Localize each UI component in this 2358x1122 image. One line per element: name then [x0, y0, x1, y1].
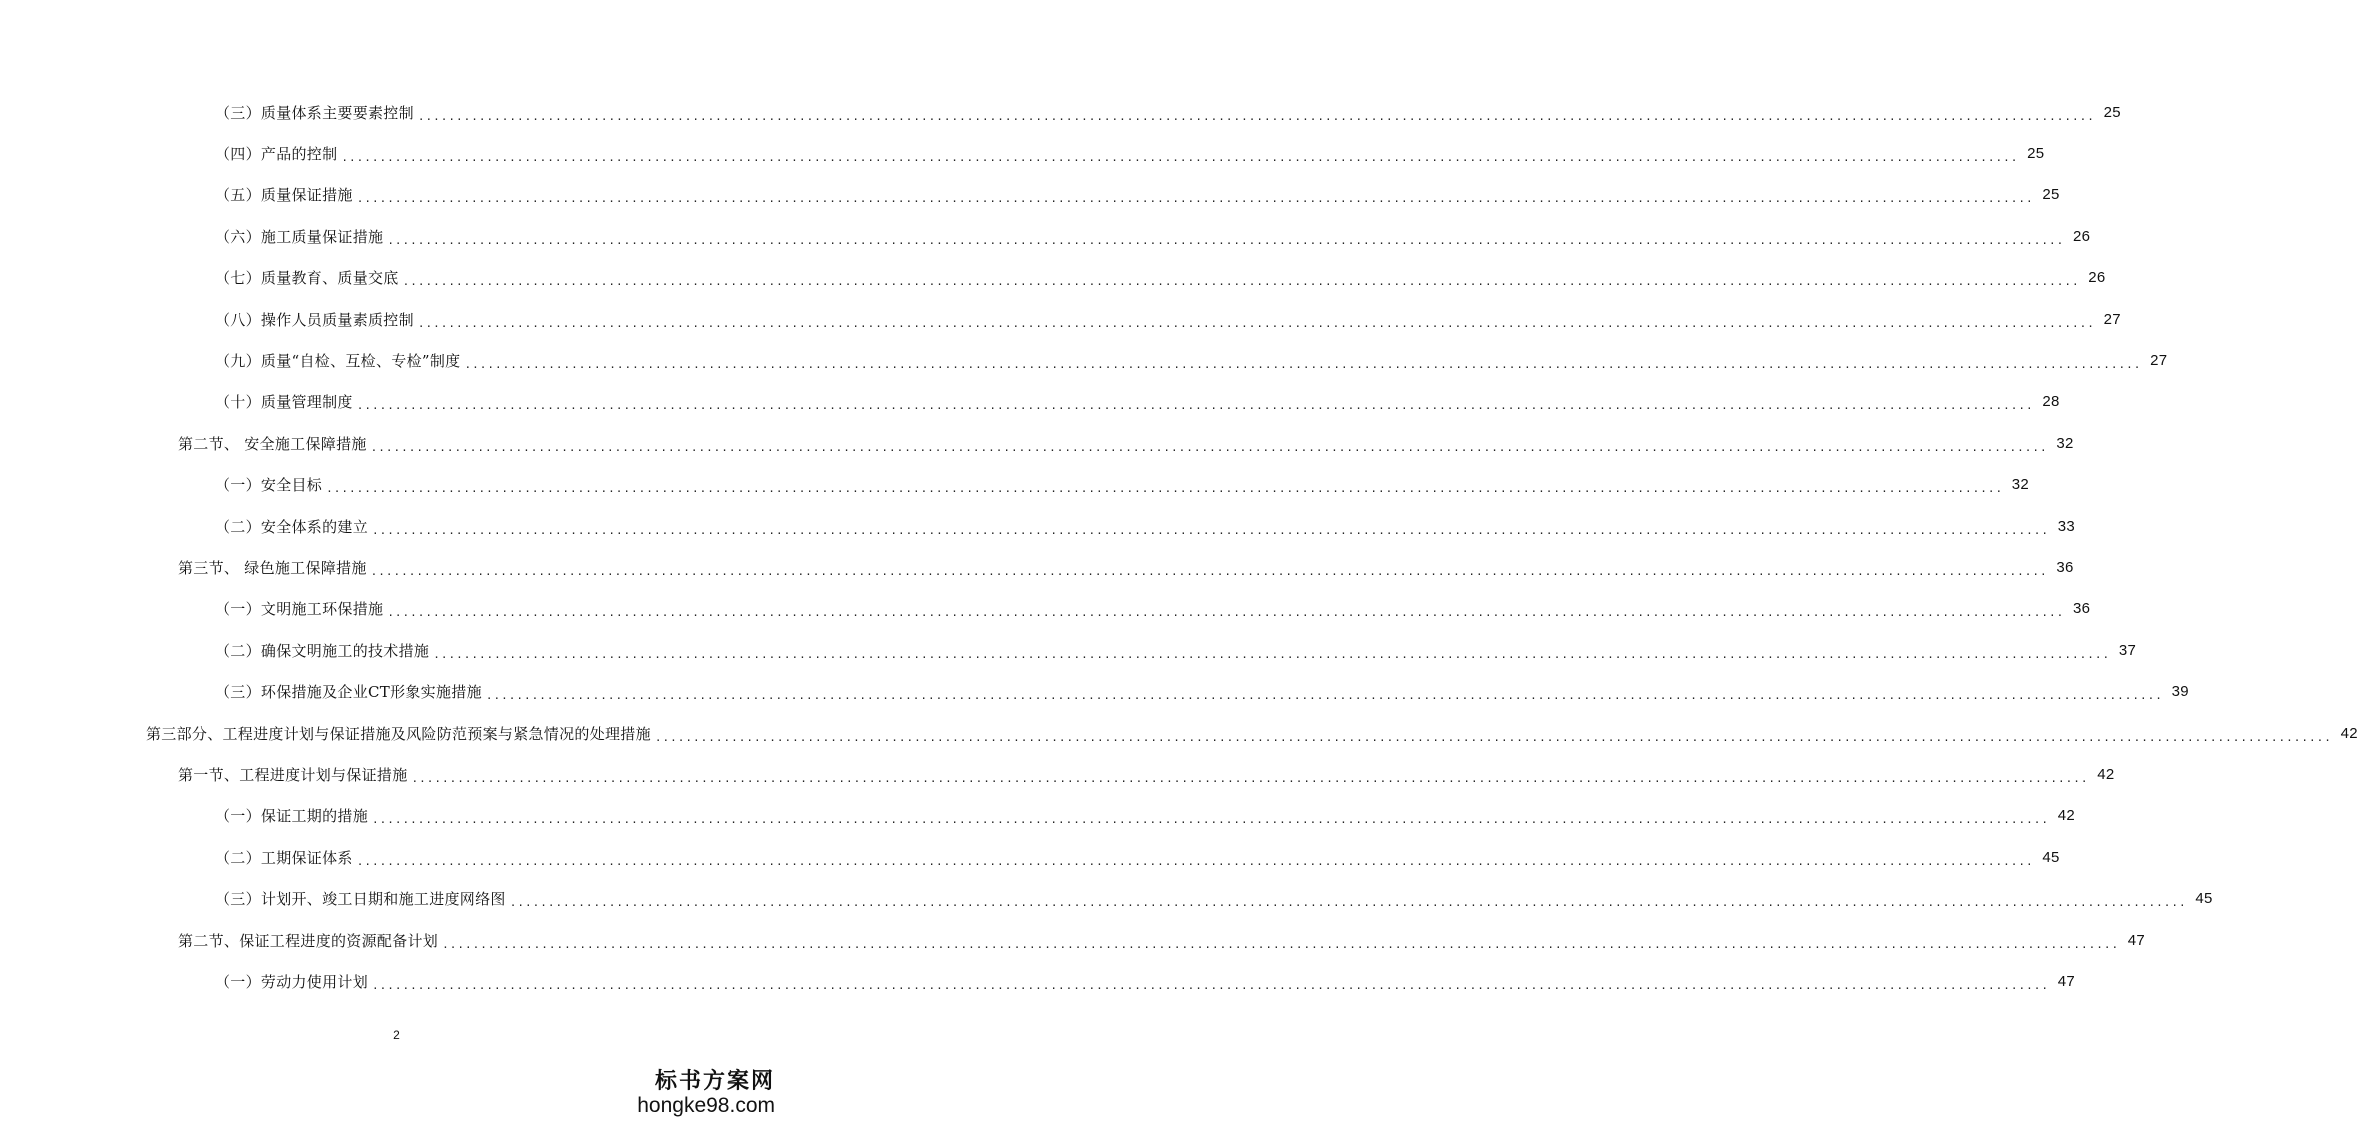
toc-dot-leader: ............................................................................................................................................................................................................................	[433, 647, 2111, 661]
toc-entry[interactable]	[0, 796, 2075, 837]
toc-entry-page: 37	[2118, 641, 2137, 659]
toc-entry-title: （三）环保措施及企业CT形象实施措施	[215, 683, 482, 702]
toc-dot-leader: ............................................................................................................................................................................................................................	[372, 523, 2049, 537]
toc-dot-leader: ............................................................................................................................................................................................................................	[370, 440, 2048, 454]
toc-entry-page: 45	[2042, 848, 2060, 866]
toc-entry-page: 27	[2150, 352, 2168, 370]
toc-entry-page: 45	[2195, 890, 2213, 908]
toc-entry-page: 25	[2027, 145, 2045, 163]
toc-dot-leader: ............................................................................................................................................................................................................................	[372, 978, 2049, 992]
toc-dot-leader: ............................................................................................................................................................................................................................	[417, 109, 2095, 123]
toc-entry-page: 27	[2103, 310, 2121, 328]
toc-entry[interactable]	[0, 299, 2121, 340]
toc-entry-page: 42	[2340, 724, 2358, 742]
toc-dot-leader: ............................................................................................................................................................................................................................	[509, 896, 2187, 910]
toc-entry-title: （一）保证工期的措施	[215, 807, 369, 826]
table-of-contents	[0, 92, 2358, 1003]
toc-entry[interactable]	[0, 92, 2121, 133]
toc-entry-page: 26	[2072, 227, 2091, 245]
toc-dot-leader: ............................................................................................................................................................................................................................	[485, 689, 2163, 703]
watermark-url: hongke98.com	[637, 1094, 775, 1117]
page-number: 2	[393, 1028, 400, 1042]
toc-entry[interactable]	[0, 671, 2189, 712]
toc-entry-title: 第二节、保证工程进度的资源配备计划	[178, 931, 439, 950]
toc-entry-title: （七）质量教育、质量交底	[215, 269, 399, 288]
toc-dot-leader: ............................................................................................................................................................................................................................	[387, 233, 2065, 247]
toc-entry-title: （一）劳动力使用计划	[215, 972, 369, 991]
toc-entry[interactable]	[0, 920, 2146, 961]
toc-entry[interactable]	[0, 589, 2091, 630]
toc-entry-title: （一）安全目标	[215, 476, 323, 495]
toc-dot-leader: ............................................................................................................................................................................................................................	[417, 316, 2095, 330]
toc-dot-leader: ............................................................................................................................................................................................................................	[372, 813, 2049, 827]
toc-entry-title: （四）产品的控制	[215, 145, 338, 164]
toc-entry[interactable]	[0, 340, 2168, 381]
toc-dot-leader: ............................................................................................................................................................................................................................	[370, 564, 2048, 578]
toc-entry-page: 36	[2056, 558, 2074, 576]
toc-entry-title: （二）工期保证体系	[215, 848, 353, 867]
toc-dot-leader: ............................................................................................................................................................................................................................	[402, 275, 2080, 289]
toc-entry-page: 42	[2097, 765, 2115, 783]
toc-entry[interactable]	[0, 175, 2060, 216]
toc-entry-page: 28	[2042, 393, 2060, 411]
toc-entry-page: 32	[2056, 434, 2074, 452]
toc-entry[interactable]	[0, 754, 2115, 795]
toc-entry-page: 42	[2057, 807, 2075, 825]
toc-entry[interactable]	[0, 506, 2075, 547]
toc-entry-page: 39	[2171, 683, 2189, 701]
toc-entry[interactable]	[0, 878, 2213, 919]
toc-entry[interactable]	[0, 630, 2137, 671]
toc-dot-leader: ............................................................................................................................................................................................................................	[442, 937, 2120, 951]
toc-dot-leader: ............................................................................................................................................................................................................................	[411, 771, 2089, 785]
toc-entry[interactable]	[0, 382, 2060, 423]
toc-entry[interactable]	[0, 713, 2358, 754]
toc-entry[interactable]	[0, 423, 2074, 464]
toc-entry-title: （二）安全体系的建立	[215, 517, 369, 536]
toc-entry-title: 第二节、 安全施工保障措施	[178, 434, 367, 453]
toc-entry-title: （三）质量体系主要要素控制	[215, 103, 414, 122]
toc-entry-page: 33	[2057, 517, 2075, 535]
toc-entry-title: （二）确保文明施工的技术措施	[215, 641, 430, 660]
toc-entry-title: （十）质量管理制度	[215, 393, 353, 412]
watermark	[637, 1068, 775, 1118]
toc-entry-page: 26	[2088, 269, 2106, 287]
toc-entry-page: 47	[2057, 972, 2075, 990]
toc-entry-title: 第一节、工程进度计划与保证措施	[178, 765, 408, 784]
toc-dot-leader: ............................................................................................................................................................................................................................	[356, 399, 2034, 413]
toc-dot-leader: ............................................................................................................................................................................................................................	[464, 358, 2142, 372]
watermark-site-name: 标书方案网	[654, 1068, 775, 1094]
toc-dot-leader: ............................................................................................................................................................................................................................	[356, 192, 2034, 206]
toc-entry-page: 36	[2072, 600, 2091, 618]
toc-entry[interactable]	[0, 216, 2091, 257]
toc-dot-leader: ............................................................................................................................................................................................................................	[356, 854, 2034, 868]
toc-entry-page: 32	[2011, 476, 2030, 494]
toc-entry[interactable]	[0, 837, 2060, 878]
toc-dot-leader: ............................................................................................................................................................................................................................	[387, 606, 2065, 620]
toc-entry[interactable]	[0, 961, 2075, 1002]
toc-entry[interactable]	[0, 258, 2106, 299]
toc-entry-title: （一）文明施工环保措施	[215, 600, 384, 619]
toc-entry-title: （五）质量保证措施	[215, 186, 353, 205]
toc-entry-title: （三）计划开、竣工日期和施工进度网络图	[215, 890, 506, 909]
toc-entry-title: （八）操作人员质量素质控制	[215, 310, 414, 329]
toc-entry-page: 47	[2127, 931, 2146, 949]
toc-entry-title: （九）质量“自检、互检、专检”制度	[215, 352, 461, 371]
toc-dot-leader: ............................................................................................................................................................................................................................	[654, 730, 2332, 744]
toc-entry[interactable]	[0, 547, 2074, 588]
toc-entry-title: 第三节、 绿色施工保障措施	[178, 558, 367, 577]
toc-entry-title: 第三部分、工程进度计划与保证措施及风险防范预案与紧急情况的处理措施	[146, 724, 651, 743]
toc-entry-page: 25	[2042, 186, 2060, 204]
toc-entry[interactable]	[0, 465, 2030, 506]
toc-entry[interactable]	[0, 133, 2045, 174]
toc-dot-leader: ............................................................................................................................................................................................................................	[326, 482, 2004, 496]
toc-entry-title: （六）施工质量保证措施	[215, 227, 384, 246]
toc-dot-leader: ............................................................................................................................................................................................................................	[341, 151, 2019, 165]
toc-entry-page: 25	[2103, 103, 2121, 121]
